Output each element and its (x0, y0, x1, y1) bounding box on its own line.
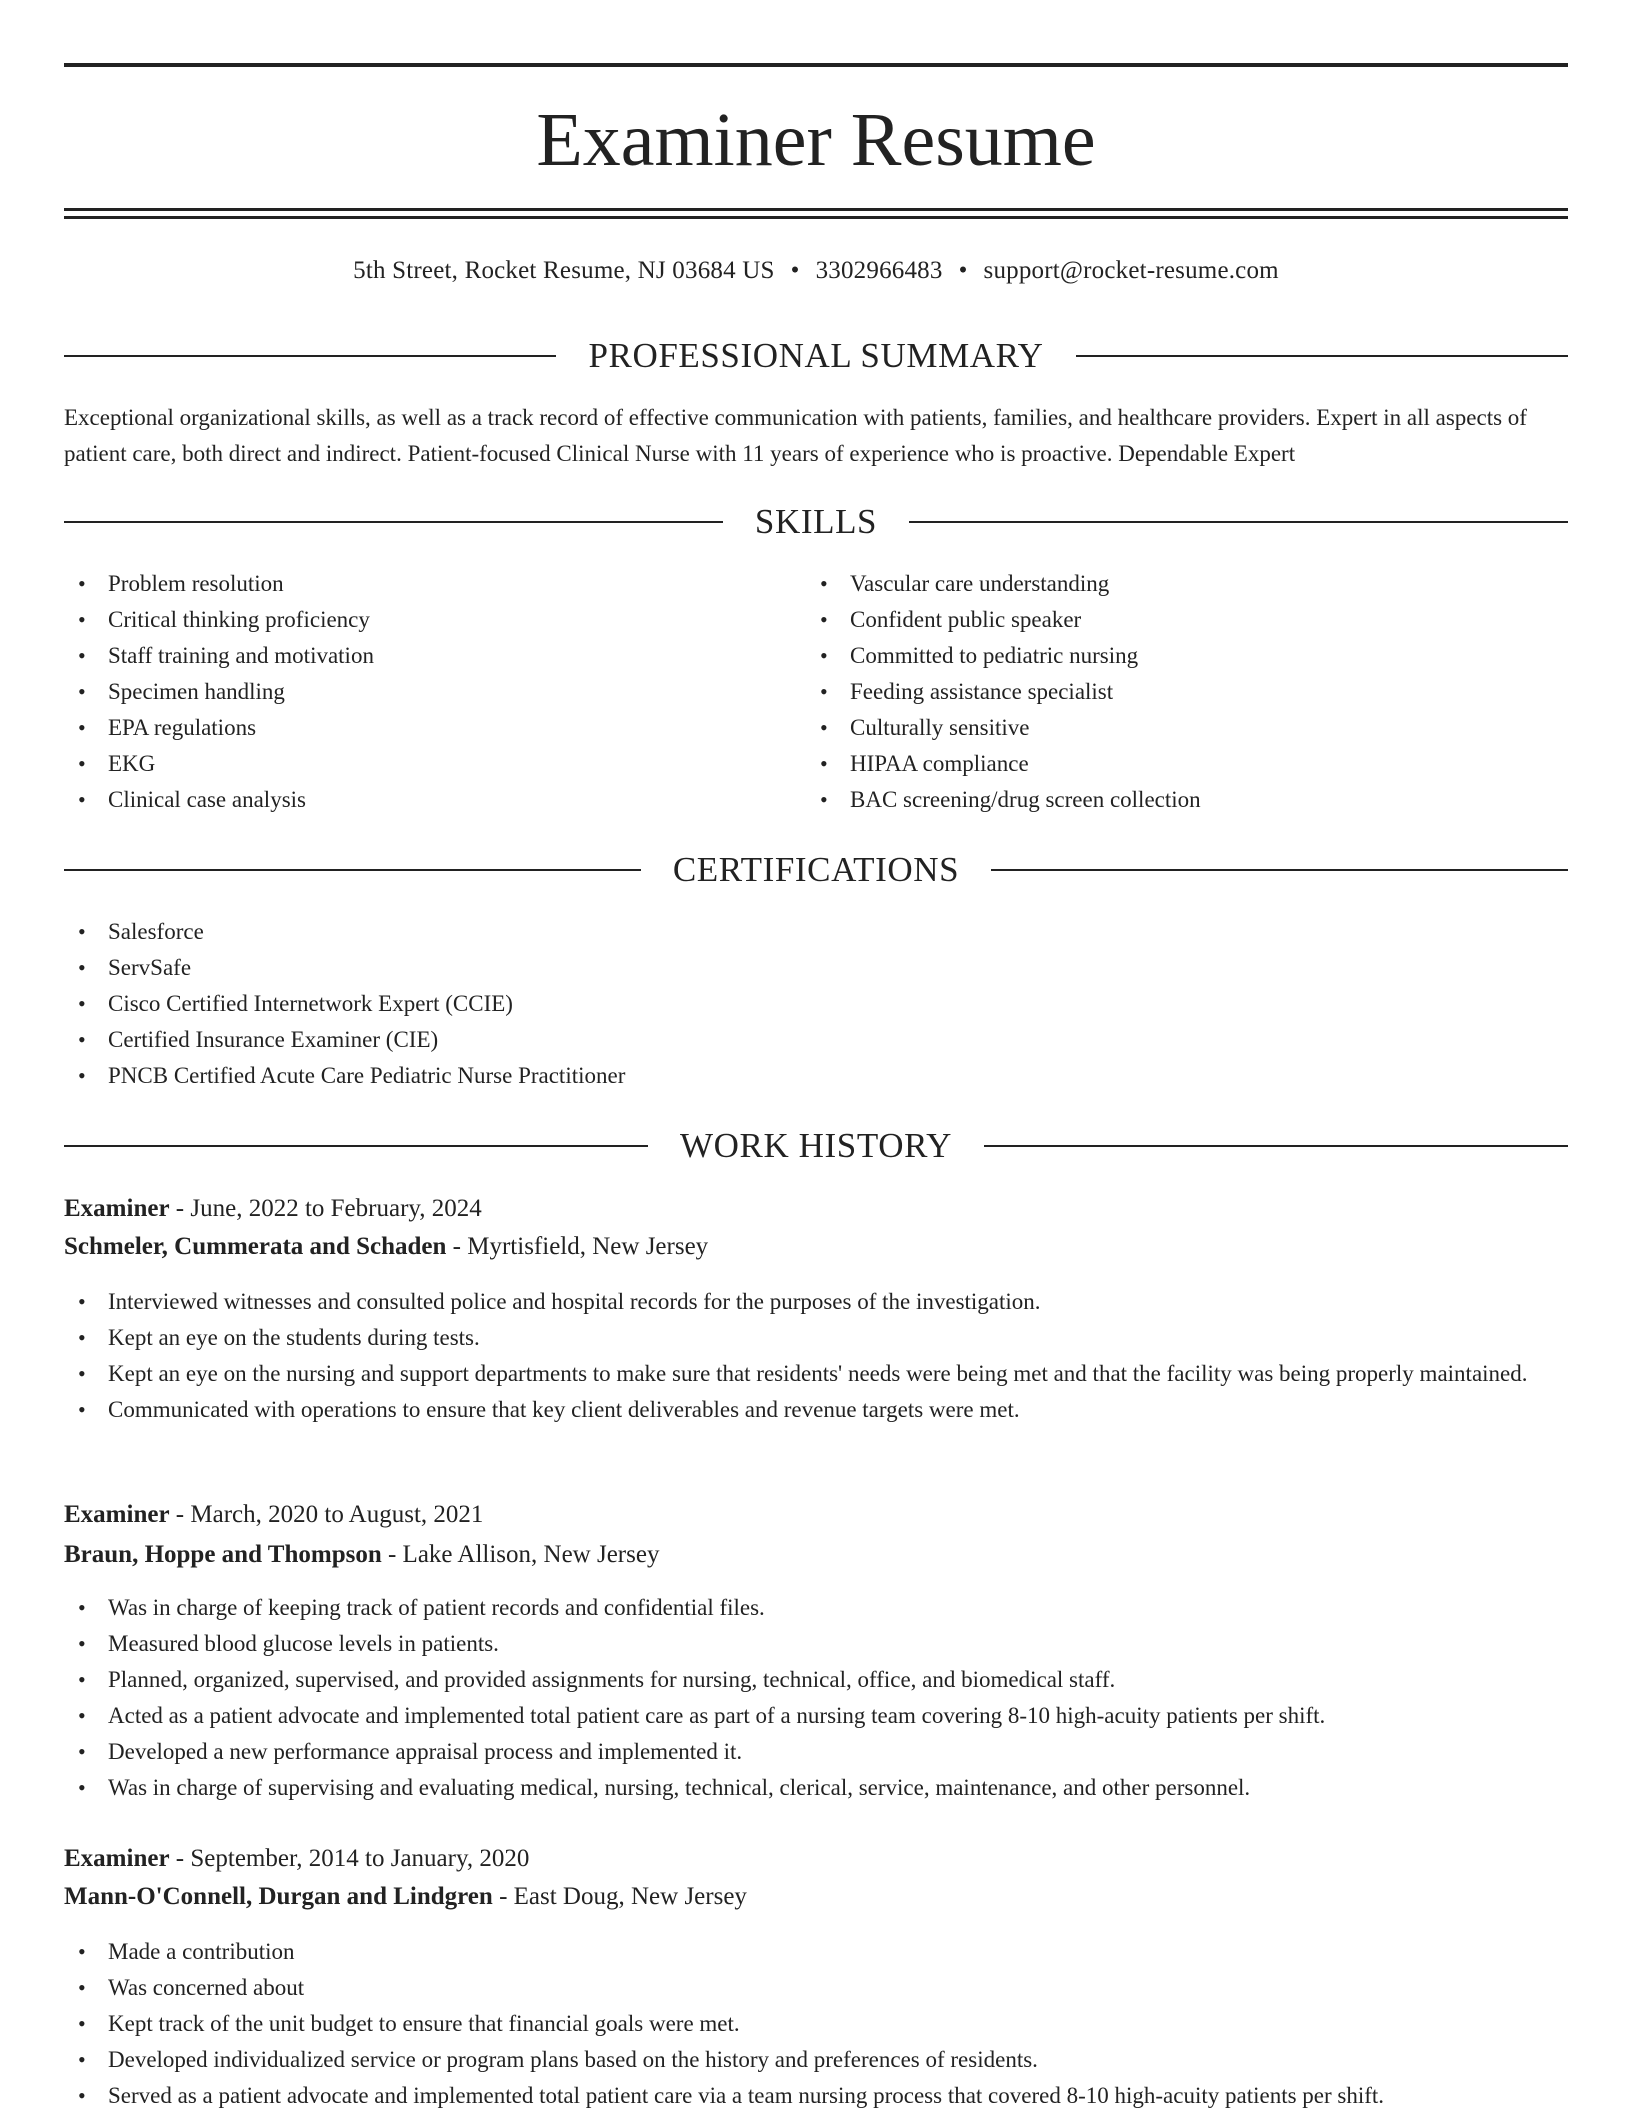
job-company-line (64, 1878, 1568, 1916)
job-bullet: • Acted as a patient advocate and implemented total patient care as part of a nursing team covering 8-10 high-acuity patients per shift. (64, 1698, 1568, 1734)
certification-item: • Salesforce (64, 914, 1568, 950)
job-bullet: • Was concerned about (64, 1970, 1568, 2006)
contact-separator: • (790, 257, 800, 284)
contact-separator: • (958, 257, 968, 284)
certifications-heading: CERTIFICATIONS (672, 850, 960, 889)
contact-phone: 3302966483 (815, 257, 943, 284)
skill-item: • Committed to pediatric nursing (806, 638, 1566, 674)
job-bullet: • Kept an eye on the students during tests. (64, 1320, 1568, 1356)
job-dates: - March, 2020 to August, 2021 (169, 1501, 484, 1528)
title-rule-upper (64, 208, 1568, 211)
skill-item: • EPA regulations (64, 710, 804, 746)
page-title: Examiner Resume (536, 98, 1096, 182)
heading-rule-right (909, 521, 1568, 523)
job-company-line (64, 1228, 1568, 1266)
job-dates: - September, 2014 to January, 2020 (169, 1845, 530, 1872)
heading-rule-left (64, 1145, 648, 1147)
summary-text: Exceptional organizational skills, as well as a track record of effective communication with patients, families, and healthcare providers. Expert in all aspects of patient care, both direct and indirect. Patient-focused Clinical Nurse with 11 years of experience who is proactive. Dependable Expert (64, 405, 1527, 466)
job-company: Mann-O'Connell, Durgan and Lindgren (64, 1883, 493, 1910)
job-bullet: • Kept an eye on the nursing and support departments to make sure that residents' needs were being met and that the facility was being properly maintained. (64, 1356, 1568, 1392)
job-bullet: • Interviewed witnesses and consulted police and hospital records for the purposes of the investigation. (64, 1284, 1568, 1320)
summary-heading-row (64, 334, 1568, 378)
job-location: - Lake Allison, New Jersey (381, 1541, 660, 1568)
job-bullet: • Communicated with operations to ensure that key client deliverables and revenue targets were met. (64, 1392, 1568, 1428)
job-title: Examiner (64, 1195, 170, 1222)
top-rule (64, 63, 1568, 67)
job-company: Schmeler, Cummerata and Schaden (64, 1233, 447, 1260)
skill-item: • EKG (64, 746, 804, 782)
job-location: - Myrtisfield, New Jersey (446, 1233, 709, 1260)
summary-heading: PROFESSIONAL SUMMARY (588, 336, 1044, 375)
job-bullet: • Developed a new performance appraisal process and implemented it. (64, 1734, 1568, 1770)
skill-item: • BAC screening/drug screen collection (806, 782, 1566, 818)
job-bullet: • Kept track of the unit budget to ensure that financial goals were met. (64, 2006, 1568, 2042)
skills-list-left (64, 566, 804, 818)
certification-item: • PNCB Certified Acute Care Pediatric Nurse Practitioner (64, 1058, 1568, 1094)
skills-heading-row (64, 500, 1568, 544)
skill-item: • Staff training and motivation (64, 638, 804, 674)
job-bullet: • Was in charge of keeping track of patient records and confidential files. (64, 1590, 1568, 1626)
job-bullet: • Made a contribution (64, 1934, 1568, 1970)
job-bullet: • Measured blood glucose levels in patients. (64, 1626, 1568, 1662)
heading-rule-right (991, 869, 1568, 871)
certification-item: • ServSafe (64, 950, 1568, 986)
skills-heading: SKILLS (754, 502, 878, 541)
skill-item: • HIPAA compliance (806, 746, 1566, 782)
contact-email: support@rocket-resume.com (983, 257, 1279, 284)
heading-rule-right (1076, 355, 1568, 357)
skill-item: • Feeding assistance specialist (806, 674, 1566, 710)
job-bullets (64, 1934, 1568, 2114)
job-bullets (64, 1284, 1568, 1428)
job-title-line (64, 1496, 1568, 1534)
work-history-heading-row (64, 1124, 1568, 1168)
certification-item: • Cisco Certified Internetwork Expert (CCIE) (64, 986, 1568, 1022)
title-rule-lower (64, 216, 1568, 219)
heading-rule-left (64, 869, 641, 871)
job-company-line (64, 1536, 1568, 1574)
job-dates: - June, 2022 to February, 2024 (169, 1195, 482, 1222)
skills-list-right (806, 566, 1566, 818)
skill-item: • Vascular care understanding (806, 566, 1566, 602)
skill-item: • Problem resolution (64, 566, 804, 602)
job-title-line (64, 1190, 1568, 1228)
skill-item: • Confident public speaker (806, 602, 1566, 638)
job-bullet: • Developed individualized service or program plans based on the history and preferences of residents. (64, 2042, 1568, 2078)
skill-item: • Clinical case analysis (64, 782, 804, 818)
job-bullet: • Served as a patient advocate and implemented total patient care via a team nursing process that covered 8-10 high-acuity patients per shift. (64, 2078, 1568, 2114)
job-location: - East Doug, New Jersey (492, 1883, 747, 1910)
certification-item: • Certified Insurance Examiner (CIE) (64, 1022, 1568, 1058)
skill-item: • Culturally sensitive (806, 710, 1566, 746)
job-title: Examiner (64, 1845, 170, 1872)
contact-address: 5th Street, Rocket Resume, NJ 03684 US (353, 257, 775, 284)
certifications-list (64, 914, 1568, 1094)
job-title: Examiner (64, 1501, 170, 1528)
skill-item: • Critical thinking proficiency (64, 602, 804, 638)
job-company: Braun, Hoppe and Thompson (64, 1541, 382, 1568)
job-title-line (64, 1840, 1568, 1878)
job-bullet: • Planned, organized, supervised, and provided assignments for nursing, technical, office, and biomedical staff. (64, 1662, 1568, 1698)
job-bullet: • Was in charge of supervising and evaluating medical, nursing, technical, clerical, service, maintenance, and other personnel. (64, 1770, 1568, 1806)
contact-line (64, 254, 1568, 288)
heading-rule-left (64, 355, 556, 357)
skill-item: • Specimen handling (64, 674, 804, 710)
heading-rule-right (984, 1145, 1568, 1147)
heading-rule-left (64, 521, 723, 523)
certifications-heading-row (64, 848, 1568, 892)
work-history-heading: WORK HISTORY (680, 1126, 952, 1165)
job-bullets (64, 1590, 1568, 1806)
